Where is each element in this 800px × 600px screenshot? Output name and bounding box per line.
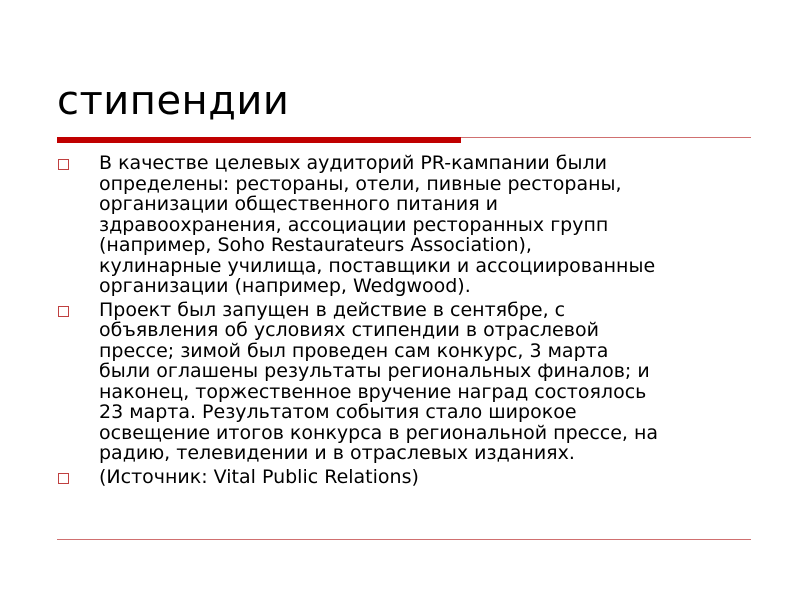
bullet-line: (например, Soho Restaurateurs Association), xyxy=(99,234,532,256)
bullet-line: объявления об условиях стипендии в отраслевой xyxy=(99,319,599,341)
bullet-line: здравоохранения, ассоциации ресторанных групп xyxy=(99,213,609,236)
bullet-line: организации общественного питания и xyxy=(99,193,499,215)
bullet-line: Проект был запущен в действие в сентябре, с xyxy=(99,298,566,321)
bullet-line: В качестве целевых аудиторий PR-кампании были xyxy=(99,152,607,174)
bullet-text xyxy=(99,300,757,464)
bullet-item xyxy=(57,467,757,488)
bullet-line: организации (например, Wedgwood). xyxy=(99,275,471,297)
bullet-line: радию, телевидении и в отраслевых изданиях. xyxy=(99,442,575,464)
bullet-line: кулинарные училища, поставщики и ассоциированные xyxy=(99,254,656,277)
title-accent-bar xyxy=(57,137,461,143)
square-bullet-icon xyxy=(58,159,69,170)
bullet-text xyxy=(99,153,757,297)
bullet-item xyxy=(57,153,757,297)
bullet-line: (Источник: Vital Public Relations) xyxy=(99,465,419,488)
footer-divider-line xyxy=(57,539,751,540)
bullet-line: прессе; зимой был проведен сам конкурс, 3 марта xyxy=(99,339,609,362)
bullet-line: 23 марта. Результатом события стало широкое xyxy=(99,401,577,423)
bullet-list xyxy=(57,153,757,490)
bullet-text xyxy=(99,467,757,488)
bullet-line: освещение итогов конкурса в региональной прессе, на xyxy=(99,421,659,444)
bullet-item xyxy=(57,300,757,464)
title-divider-line xyxy=(461,137,751,138)
bullet-line: были оглашены результаты региональных финалов; и xyxy=(99,360,650,382)
slide-title: стипендии xyxy=(57,78,290,124)
bullet-line: наконец, торжественное вручение наград состоялось xyxy=(99,380,647,403)
square-bullet-icon xyxy=(58,306,69,317)
square-bullet-icon xyxy=(58,473,69,484)
bullet-line: определены: рестораны, отели, пивные рестораны, xyxy=(99,172,622,195)
